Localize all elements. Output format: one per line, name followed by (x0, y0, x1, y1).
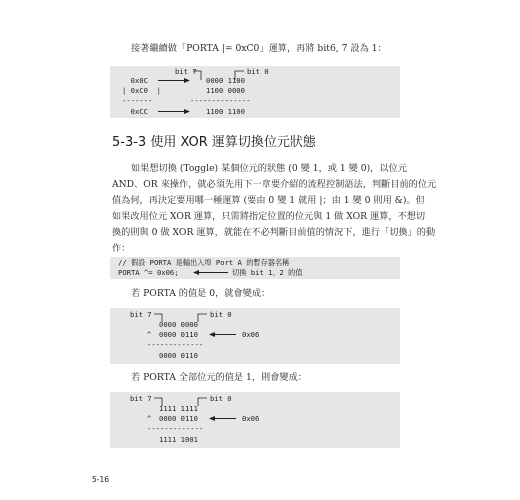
label-bit7: bit 7 (175, 67, 197, 76)
case1-result: 1111 1001 (159, 435, 198, 444)
body-line-4: 如果改用位元 XOR 運算，只需將指定位置的位元與 1 做 XOR 運算，不想切 (112, 211, 426, 222)
code-block-case1-content (110, 392, 400, 448)
case1-row2-note: 0x06 (242, 414, 260, 423)
code-block-case0-content (110, 308, 400, 364)
page-number: 5-16 (92, 475, 110, 484)
code-right-3: 1100 1100 (206, 107, 245, 116)
case0-label-bit0: bit 0 (210, 310, 232, 319)
code-xor-statement: PORTA ^= 0x06; (118, 268, 179, 277)
case1-operator: ^ (147, 414, 152, 423)
case1-row1: 1111 1111 (159, 404, 198, 413)
code-right-2: -------------- (190, 96, 251, 105)
case1-row2: 0000 0110 (159, 414, 198, 423)
case1-label-bit7: bit 7 (130, 394, 152, 403)
code-xor-note: 切換 bit 1、2 的值 (232, 268, 303, 277)
code-left-1: | 0xC0 | (122, 86, 161, 95)
body-line-6: 作： (112, 243, 131, 254)
case0-separator: ------------- (147, 340, 204, 349)
case1-label-bit0: bit 0 (210, 394, 232, 403)
case0-operator: ^ (147, 330, 152, 339)
body-line-1: 如果想切換 (Toggle) 某個位元的狀態 (0 變 1，或 1 變 0)，以位元 (131, 163, 407, 174)
code-left-0: 0x0C (122, 76, 148, 85)
intro-text: 接著繼續做「PORTA |= 0xC0」運算，再將 bit6, 7 設為 1： (131, 43, 387, 54)
code-block-xor-content (110, 257, 400, 279)
code-block-or-content (110, 66, 400, 118)
code-left-3: 0xCC (122, 107, 148, 116)
case0-result: 0000 0110 (159, 351, 198, 360)
code-right-0: 0000 1100 (206, 76, 245, 85)
case0-row1: 0000 0000 (159, 320, 198, 329)
code-comment: // 假設 PORTA 是輸出入埠 Port A 的暫存器名稱 (118, 258, 290, 267)
body-line-5: 換的則與 0 做 XOR 運算，就能在不必判斷目前值的情況下，進行「切換」的動 (112, 227, 436, 238)
code-left-2: ------- (122, 96, 153, 105)
case0-text: 若 PORTA 的值是 0，就會變成： (131, 288, 271, 299)
case1-text: 若 PORTA 全部位元的值是 1，則會變成： (131, 372, 307, 383)
case0-row2-note: 0x06 (242, 330, 260, 339)
label-bit0: bit 0 (247, 67, 269, 76)
body-line-3: 值為何，再決定要用哪一種運算 (要由 0 變 1 就用 |；由 1 變 0 則用 &)。但 (112, 195, 425, 206)
section-heading: 5-3-3 使用 XOR 運算切換位元狀態 (112, 135, 316, 150)
case0-row2: 0000 0110 (159, 330, 198, 339)
case1-separator: ------------- (147, 424, 204, 433)
case0-label-bit7: bit 7 (130, 310, 152, 319)
body-line-2: AND、OR 來操作，就必須先用下一章要介紹的流程控制語法，判斷目前的位元 (112, 179, 437, 190)
code-right-1: 1100 0000 (206, 86, 245, 95)
